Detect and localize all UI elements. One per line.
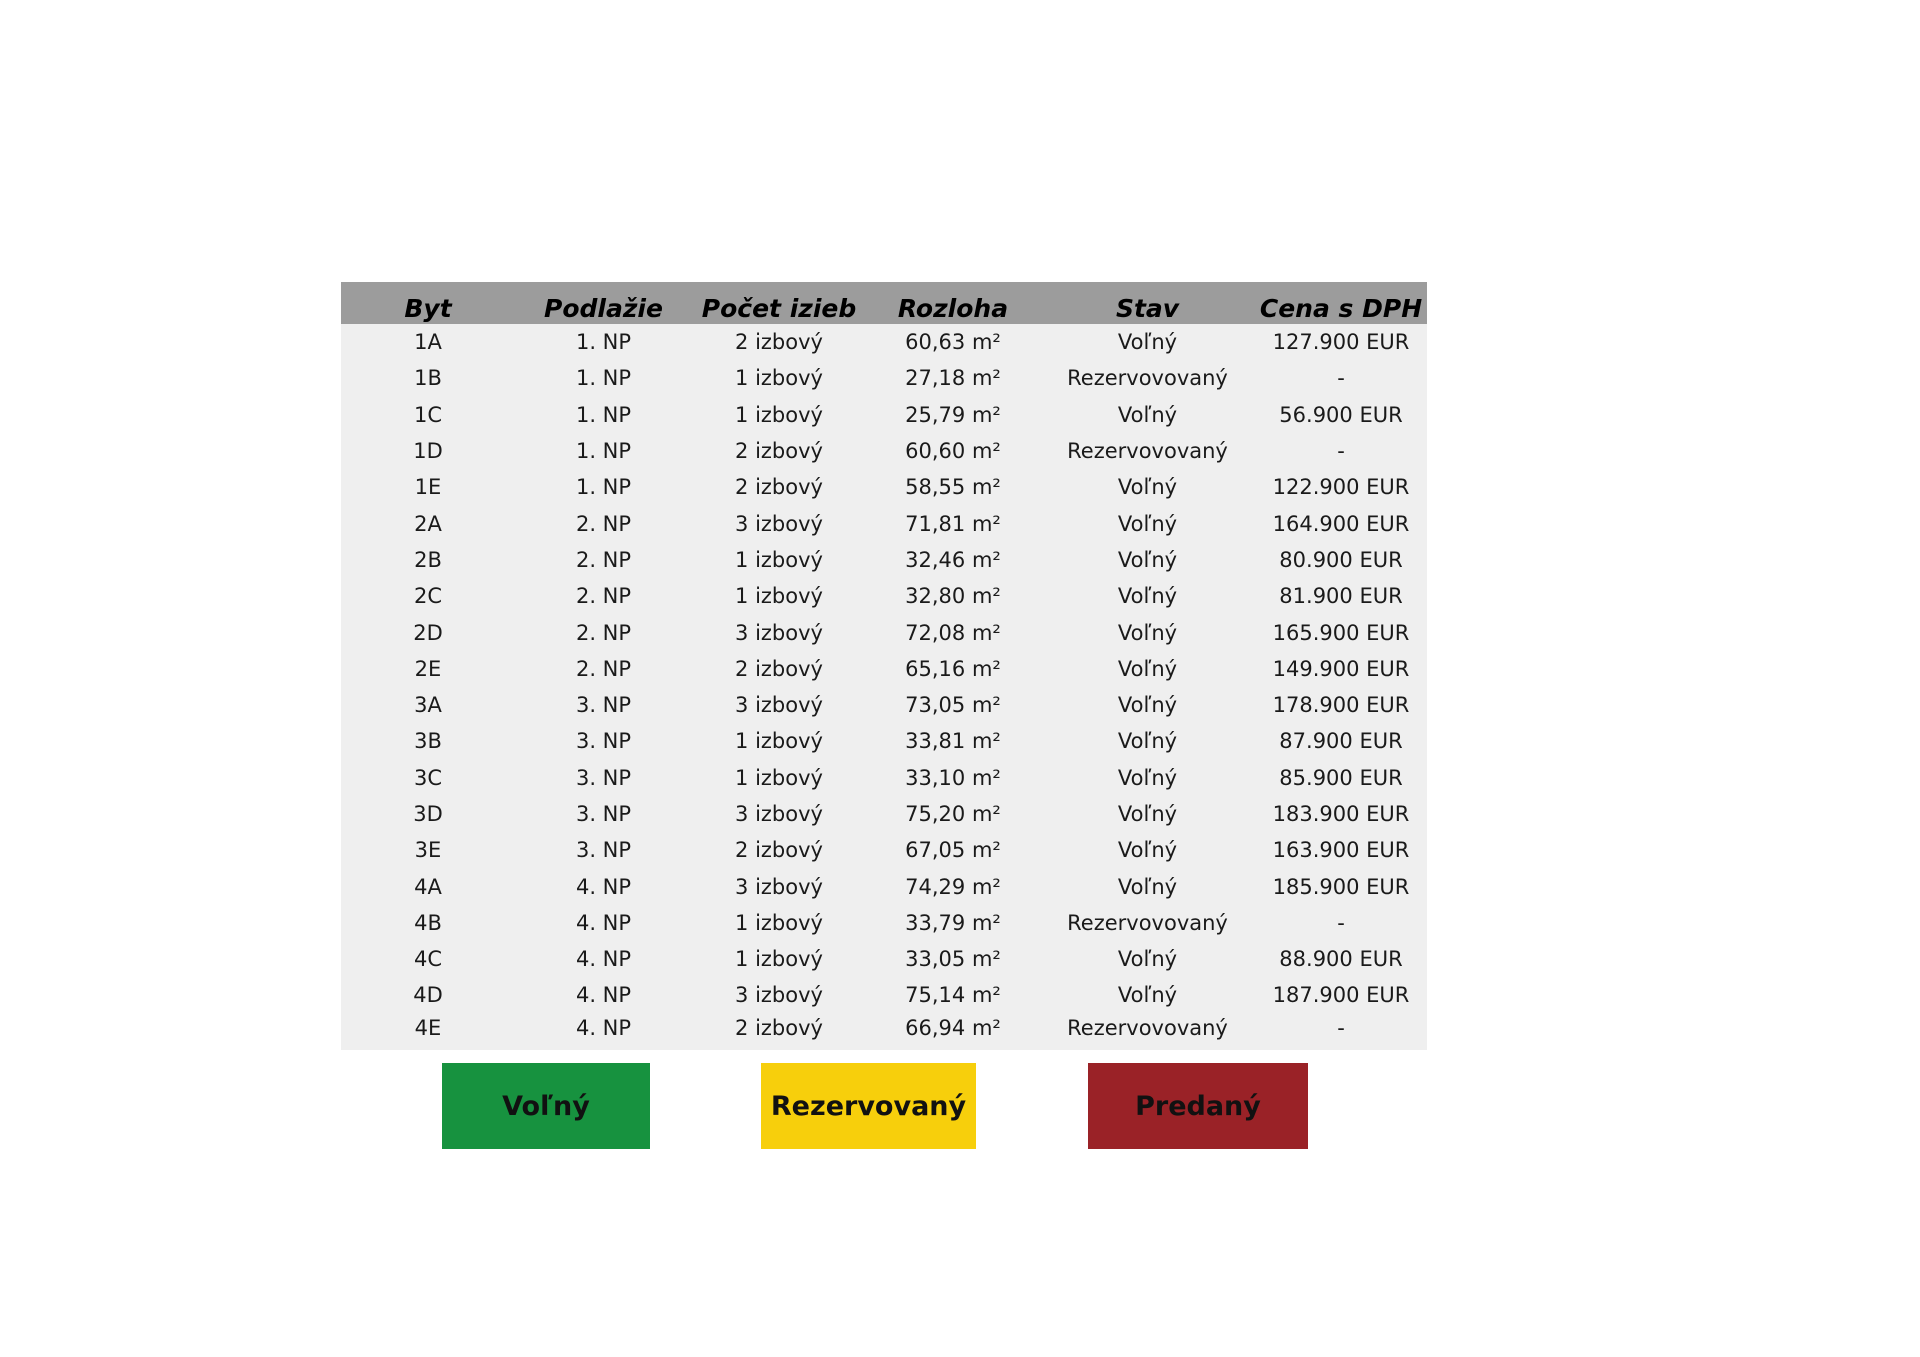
cell-pocet-izieb: 3 izbový — [735, 620, 823, 645]
cell-cena: - — [1337, 910, 1345, 935]
cell-podlazie: 4. NP — [575, 910, 632, 935]
cell-pocet-izieb: 3 izbový — [735, 983, 823, 1008]
header-podlazie: Podlažie — [544, 294, 663, 323]
legend-reserved: Rezervovaný — [761, 1063, 976, 1149]
cell-pocet-izieb: 1 izbový — [735, 729, 823, 754]
cell-podlazie: 3. NP — [575, 838, 632, 863]
table-row — [341, 1014, 1427, 1050]
cell-pocet-izieb: 3 izbový — [735, 874, 823, 899]
cell-byt: 1C — [413, 402, 443, 427]
table-row — [341, 723, 1427, 759]
cell-podlazie: 4. NP — [575, 1015, 632, 1040]
cell-cena: - — [1337, 1015, 1345, 1040]
cell-rozloha: 60,60 m² — [905, 439, 1001, 464]
cell-cena: 88.900 EUR — [1279, 947, 1403, 972]
cell-stav: Rezervovovaný — [1067, 1015, 1228, 1040]
table-row — [341, 760, 1427, 796]
table-row — [341, 578, 1427, 614]
table-row — [341, 542, 1427, 578]
cell-podlazie: 1. NP — [575, 439, 632, 464]
cell-podlazie: 3. NP — [575, 765, 632, 790]
cell-cena: 164.900 EUR — [1272, 511, 1410, 536]
header-rozloha: Rozloha — [897, 294, 1009, 323]
table-header — [341, 282, 1427, 324]
cell-rozloha: 32,46 m² — [905, 547, 1001, 572]
header-stav: Stav — [1115, 294, 1180, 323]
cell-pocet-izieb: 2 izbový — [735, 656, 823, 681]
cell-pocet-izieb: 1 izbový — [735, 547, 823, 572]
cell-rozloha: 66,94 m² — [905, 1015, 1001, 1040]
header-row — [341, 282, 1427, 324]
cell-byt: 1D — [413, 439, 443, 464]
cell-stav: Voľný — [1117, 511, 1178, 536]
cell-pocet-izieb: 2 izbový — [735, 475, 823, 500]
cell-stav: Rezervovovaný — [1067, 366, 1228, 391]
cell-podlazie: 2. NP — [575, 511, 632, 536]
cell-byt: 4C — [413, 947, 443, 972]
cell-stav: Voľný — [1117, 693, 1178, 718]
cell-rozloha: 71,81 m² — [905, 511, 1001, 536]
cell-rozloha: 74,29 m² — [905, 874, 1001, 899]
cell-cena: - — [1337, 366, 1345, 391]
cell-stav: Voľný — [1117, 584, 1178, 609]
cell-cena: 178.900 EUR — [1272, 693, 1410, 718]
cell-podlazie: 1. NP — [575, 330, 632, 355]
cell-stav: Voľný — [1117, 947, 1178, 972]
cell-podlazie: 4. NP — [575, 874, 632, 899]
cell-byt: 4E — [414, 1015, 442, 1040]
cell-cena: 185.900 EUR — [1272, 874, 1410, 899]
cell-byt: 4D — [413, 983, 443, 1008]
cell-stav: Voľný — [1117, 330, 1178, 355]
table-row — [341, 614, 1427, 650]
cell-byt: 2E — [414, 656, 442, 681]
cell-byt: 3E — [414, 838, 442, 863]
cell-byt: 3D — [413, 802, 443, 826]
cell-rozloha: 75,14 m² — [905, 983, 1001, 1008]
cell-cena: 163.900 EUR — [1272, 838, 1410, 863]
cell-podlazie: 1. NP — [575, 475, 632, 500]
cell-stav: Voľný — [1117, 475, 1178, 500]
cell-byt: 2C — [413, 584, 443, 609]
table-row — [341, 796, 1427, 832]
cell-pocet-izieb: 1 izbový — [735, 584, 823, 609]
cell-podlazie: 1. NP — [575, 366, 632, 391]
cell-rozloha: 27,18 m² — [905, 366, 1001, 391]
cell-cena: 165.900 EUR — [1272, 620, 1410, 645]
cell-cena: 81.900 EUR — [1279, 584, 1403, 609]
cell-byt: 2B — [414, 547, 442, 572]
cell-byt: 3C — [413, 765, 443, 790]
legend-sold: Predaný — [1088, 1063, 1308, 1149]
cell-podlazie: 2. NP — [575, 547, 632, 572]
cell-rozloha: 72,08 m² — [905, 620, 1001, 645]
cell-pocet-izieb: 1 izbový — [735, 910, 823, 935]
cell-byt: 1B — [414, 366, 442, 391]
table-row — [341, 469, 1427, 505]
cell-cena: 127.900 EUR — [1272, 330, 1410, 355]
cell-pocet-izieb: 2 izbový — [735, 439, 823, 464]
cell-pocet-izieb: 3 izbový — [735, 802, 823, 826]
header-cena: Cena s DPH — [1259, 294, 1423, 323]
cell-byt: 3B — [414, 729, 442, 754]
cell-stav: Rezervovovaný — [1067, 439, 1228, 464]
cell-podlazie: 1. NP — [575, 402, 632, 427]
table-row — [341, 687, 1427, 723]
cell-podlazie: 2. NP — [575, 584, 632, 609]
cell-byt: 4B — [414, 910, 442, 935]
cell-cena: 187.900 EUR — [1272, 983, 1410, 1008]
cell-rozloha: 25,79 m² — [905, 402, 1001, 427]
table-row — [341, 360, 1427, 396]
header-byt: Byt — [404, 294, 452, 323]
cell-rozloha: 33,10 m² — [905, 765, 1001, 790]
cell-podlazie: 2. NP — [575, 656, 632, 681]
cell-stav: Voľný — [1117, 547, 1178, 572]
table-row — [341, 941, 1427, 977]
cell-podlazie: 4. NP — [575, 983, 632, 1008]
legend-free: Voľný — [442, 1063, 650, 1149]
cell-cena: 87.900 EUR — [1279, 729, 1403, 754]
cell-cena: 122.900 EUR — [1272, 475, 1410, 500]
cell-podlazie: 4. NP — [575, 947, 632, 972]
cell-pocet-izieb: 3 izbový — [735, 511, 823, 536]
table-row — [341, 832, 1427, 868]
header-pocet-izieb: Počet izieb — [701, 294, 857, 323]
cell-pocet-izieb: 2 izbový — [735, 1015, 823, 1040]
cell-rozloha: 67,05 m² — [905, 838, 1001, 863]
cell-cena: 56.900 EUR — [1279, 402, 1403, 427]
cell-rozloha: 33,79 m² — [905, 910, 1001, 935]
cell-stav: Voľný — [1117, 402, 1178, 427]
cell-stav: Voľný — [1117, 874, 1178, 899]
cell-stav: Voľný — [1117, 765, 1178, 790]
cell-pocet-izieb: 3 izbový — [735, 693, 823, 718]
cell-cena: - — [1337, 439, 1345, 464]
cell-cena: 149.900 EUR — [1272, 656, 1410, 681]
cell-rozloha: 32,80 m² — [905, 584, 1001, 609]
cell-byt: 1A — [414, 330, 442, 355]
cell-pocet-izieb: 1 izbový — [735, 366, 823, 391]
apartment-table — [341, 282, 1427, 1050]
table-row — [341, 397, 1427, 433]
cell-stav: Voľný — [1117, 620, 1178, 645]
table-row — [341, 868, 1427, 904]
table-row — [341, 505, 1427, 541]
cell-cena: 183.900 EUR — [1272, 802, 1410, 826]
table-row — [341, 433, 1427, 469]
table-row — [341, 905, 1427, 941]
cell-byt: 2D — [413, 620, 443, 645]
table-row — [341, 324, 1427, 360]
cell-rozloha: 33,05 m² — [905, 947, 1001, 972]
cell-rozloha: 58,55 m² — [905, 475, 1001, 500]
cell-podlazie: 3. NP — [575, 802, 632, 826]
cell-pocet-izieb: 2 izbový — [735, 330, 823, 355]
cell-podlazie: 3. NP — [575, 729, 632, 754]
cell-pocet-izieb: 1 izbový — [735, 402, 823, 427]
cell-pocet-izieb: 1 izbový — [735, 947, 823, 972]
cell-byt: 4A — [414, 874, 442, 899]
table-row — [341, 651, 1427, 687]
cell-rozloha: 60,63 m² — [905, 330, 1001, 355]
cell-stav: Voľný — [1117, 656, 1178, 681]
cell-stav: Rezervovovaný — [1067, 910, 1228, 935]
cell-pocet-izieb: 2 izbový — [735, 838, 823, 863]
cell-rozloha: 75,20 m² — [905, 802, 1001, 826]
cell-cena: 85.900 EUR — [1279, 765, 1403, 790]
cell-podlazie: 3. NP — [575, 693, 632, 718]
cell-byt: 2A — [414, 511, 442, 536]
cell-rozloha: 73,05 m² — [905, 693, 1001, 718]
cell-stav: Voľný — [1117, 802, 1178, 826]
cell-rozloha: 33,81 m² — [905, 729, 1001, 754]
cell-cena: 80.900 EUR — [1279, 547, 1403, 572]
table-body — [341, 324, 1427, 1050]
cell-pocet-izieb: 1 izbový — [735, 765, 823, 790]
cell-stav: Voľný — [1117, 838, 1178, 863]
cell-rozloha: 65,16 m² — [905, 656, 1001, 681]
cell-byt: 3A — [414, 693, 442, 718]
cell-byt: 1E — [414, 475, 442, 500]
cell-stav: Voľný — [1117, 983, 1178, 1008]
table-row — [341, 977, 1427, 1013]
cell-stav: Voľný — [1117, 729, 1178, 754]
cell-podlazie: 2. NP — [575, 620, 632, 645]
